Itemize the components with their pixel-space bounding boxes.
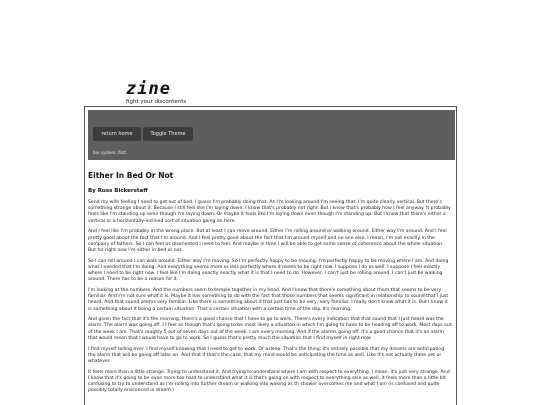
article-paragraph: And given the fact that it's the morning, there's a good chance that I have to go to work. There's every indication that that sound that I just heard was the alarm. The alarm was going off. I I feel as though that's going to be most likely a situation in which I'm going to have to be heading off to work. Most days out of the week I am. That's roughly 5 out of seven days out of the week. I am every morning. And if the alarms going off, it's a good chance that it's an alarm that would mean that I would have to go to work. So I guess that's pretty much the situation that I find myself in right now. [88,317,452,341]
site-header [126,80,186,105]
article-paragraph: I find myself rolling over. I find myself knowing that I need to get to work. Or asleep. That's the thing: it's entirely possible that my dreams are anticipating the alarm that will be going off later on. And that if that's the case, that my mind would be anticipating the time as well. Like it's not actually there yet or whatever. [88,346,445,364]
site-tagline: fight your discontents [126,99,187,105]
article-byline: By Russ Bickerstaff [88,188,148,194]
article-title: Either In Bed Or Not [88,171,174,180]
article-paragraph: It feels more than a little strange. Trying to understand it. And trying to understand where I am with respect to everything. I mean, it's just very strange. And I know that it's going to be even more too hard to understand what it is that's going on with respect to everything else as well, it feels more than a little bit confusing to try to understand as I'm rolling into further dream or walking into waking as th shower overcomes me and what I am (is confused and quite possibly totally ensconced in dream.) [88,369,450,394]
article-paragraph: Send my wife feeling I need to get out of bed. I guess I'm probably doing that. As I'm looking around I'm seeing that. I'm quite clearly vertical. But there's something strange about it. Because I still feel like I'm laying down. I know that's probably not right. But I know that's probably how I feel anyway. It probably feels like I'm standing up even though I'm laying down. Or maybe it feels like I'm laying down even though I'm standing up. But I know that there's either a vertical or a horizontally-inclined sort of situation going on here. [88,200,451,224]
article-paragraph: So I can roll around I can walk around. Either way I'm moving. So I'm perfectly happy to be moving. I'm perfectly happy to be moving where I am. And doing what I needed that I'm doing. And everything seems more or less perfectly where it needs to be right now. I suppose I do as well. I suppose I feel exactly where I need to be right now. I feel like I'm doing exactly exactly what it is that I need to do. However, I can't just be rolling around. I can't just be walking around. There has to be a reason for it. [88,258,449,283]
article-paragraph: And I feel like I'm probably in the wrong place. But at least I can move around. Either I'm rolling around or walking around. Either way I'm around. And I feel pretty good about the fact that I'm around. And I feel pretty good about the fact that I'm around myself and no one else. I mean, I'm not exactly in the company of fathers. So I can feel as disoriented I need to feel. And maybe in time I will be able to get some sense of coherence about the whole situation. But for right now I'm either in bed or not. [88,229,447,253]
content-frame [84,106,457,405]
article [88,171,452,399]
system-label: bar system: flatt [93,150,127,155]
site-title[interactable]: zine [126,79,171,99]
article-paragraph: I'm looking at the numbers. And the numbers seem to temple together in my head. And I know that there's something about them that seems to be very familiar. And I'm not sure what it is. Maybe it has something to do with the fact that those numbers that seems significant in relationship to sound that I just heard. And that sound seems very familiar. Like there is something about it that just has to be very, very familiar. I really don't know what it is. But I know it is something about it being a certain situation. That a certain situation with a certain time of the day. It's morning. [88,287,449,312]
nav-banner [88,110,455,160]
return-home-button[interactable]: return home [93,127,141,141]
toggle-theme-button[interactable]: Toggle Theme [143,127,193,141]
